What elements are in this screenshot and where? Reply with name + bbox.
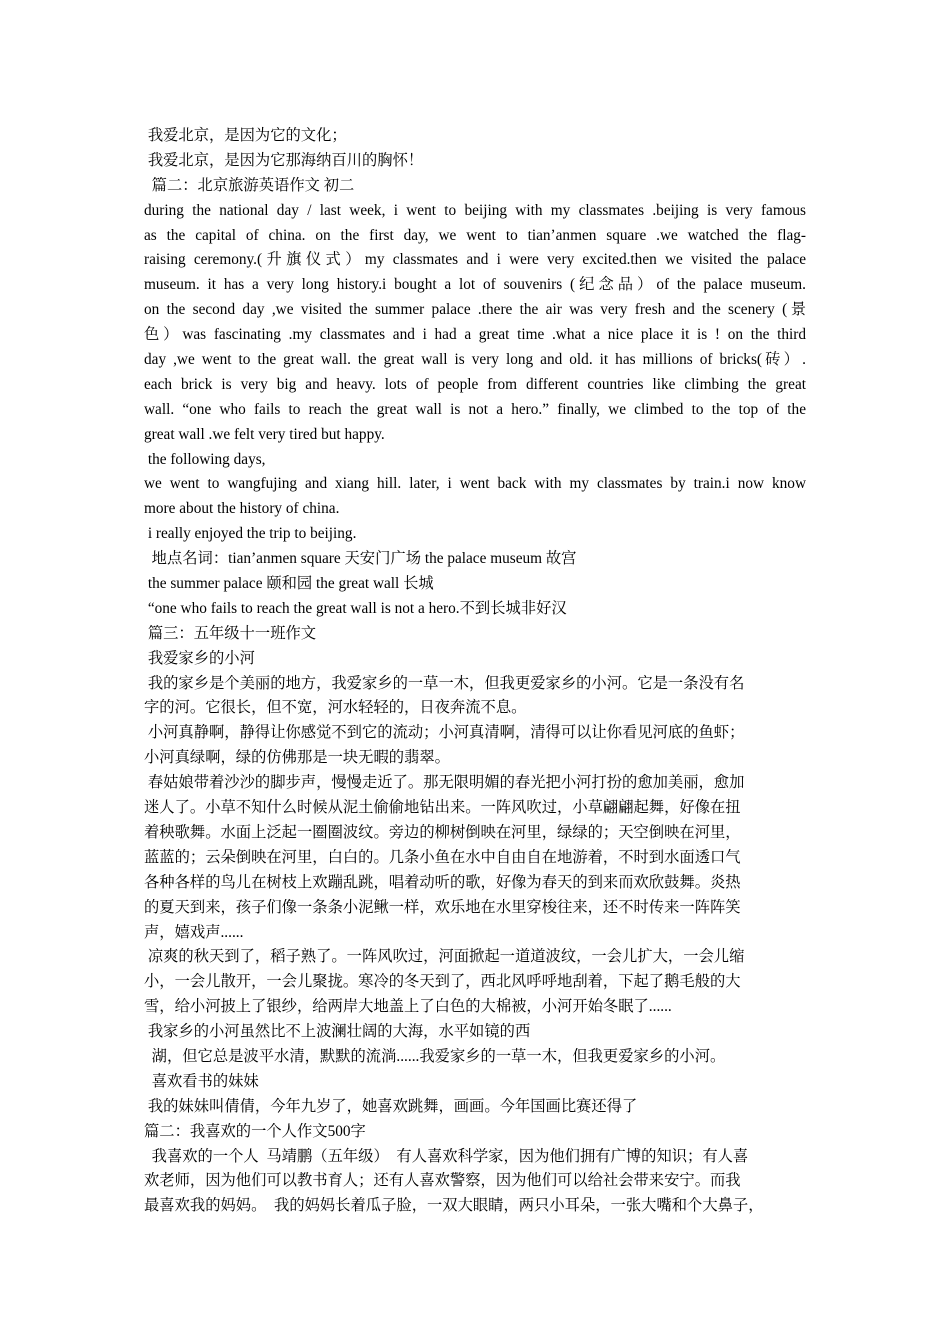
text-line: we went to wangfujing and xiang hill. later, i went back with my classmates by train.i now know — [144, 475, 806, 493]
text-line: 我的妹妹叫倩倩，今年九岁了，她喜欢跳舞，画画。今年国画比赛还得了 — [144, 1097, 638, 1115]
text-line: the summer palace 颐和园 the great wall 长城 — [144, 575, 434, 593]
section-heading: 篇二：北京旅游英语作文 初二 — [144, 176, 355, 194]
text-line: 凉爽的秋天到了，稻子熟了。一阵风吹过，河面掀起一道道波纹，一会儿扩大，一会儿缩 — [144, 948, 745, 966]
text-line: 蓝蓝的；云朵倒映在河里，白白的。几条小鱼在水中自由自在地游着，不时到水面透口气 — [144, 848, 741, 866]
text-line: day ,we went to the great wall. the great wall is very long and old. it has millions of bricks(砖）. — [144, 351, 806, 369]
text-line: more about the history of china. — [144, 500, 340, 518]
text-line: during the national day / last week, i went to beijing with my classmates .beijing is very famous — [144, 201, 806, 219]
text-line: as the capital of china. on the first day, we went to tian’anmen square .we watched the flag- — [144, 226, 806, 244]
section-heading: 篇二：我喜欢的一个人作文500字 — [144, 1122, 366, 1140]
text-line: museum. it has a very long history.i bought a lot of souvenirs (纪念品）of the palace museum. — [144, 276, 806, 294]
text-line: 各种各样的鸟儿在树枝上欢蹦乱跳，唱着动听的歌，好像为春天的到来而欢欣鼓舞。炎热 — [144, 873, 741, 891]
text-line: “one who fails to reach the great wall is not a hero.不到长城非好汉 — [144, 599, 567, 617]
text-line: 湖，但它总是波平水清，默默的流淌......我爱家乡的一草一木，但我更爱家乡的小河。 — [144, 1047, 726, 1065]
text-line: 春姑娘带着沙沙的脚步声，慢慢走近了。那无限明媚的春光把小河打扮的愈加美丽，愈加 — [144, 774, 745, 792]
text-line: 小河真绿啊，绿的仿佛那是一块无暇的翡翠。 — [144, 749, 450, 767]
essay-title: 喜欢看书的妹妹 — [144, 1072, 259, 1090]
text-line: 地点名词：tian’anmen square 天安门广场 the palace museum 故宫 — [144, 550, 577, 568]
text-line: 我爱北京，是因为它的文化； — [144, 127, 347, 144]
text-line: 色）was fascinating .my classmates and i had a great time .what a nice place it is ! on the third — [144, 326, 806, 344]
text-line: 雪，给小河披上了银纱，给两岸大地盖上了白色的大棉被，小河开始冬眠了...... — [144, 998, 672, 1016]
text-line: 我家乡的小河虽然比不上波澜壮阔的大海，水平如镜的西 — [144, 1023, 531, 1041]
text-line: raising ceremony.(升旗仪式）my classmates and i were very excited.then we visited the palace — [144, 251, 806, 269]
text-line: 迷人了。小草不知什么时候从泥土偷偷地钻出来。一阵风吹过，小草翩翩起舞，好像在扭 — [144, 799, 741, 817]
text-line: on the second day ,we visited the summer palace .there the air was very fresh and the scenery (景 — [144, 301, 806, 319]
text-line: 小河真静啊，静得让你感觉不到它的流动；小河真清啊，清得可以让你看见河底的鱼虾； — [144, 724, 745, 742]
text-line: 我爱北京，是因为它那海纳百川的胸怀！ — [144, 151, 424, 169]
text-line: wall. “one who fails to reach the great wall is not a hero.” finally, we climbed to the top of the — [144, 400, 806, 418]
text-line: each brick is very big and heavy. lots of people from different countries like climbing the great — [144, 375, 806, 393]
text-line: i really enjoyed the trip to beijing. — [144, 525, 357, 543]
text-line: 我喜欢的一个人 马靖鹏（五年级） 有人喜欢科学家，因为他们拥有广博的知识；有人喜 — [144, 1147, 749, 1165]
essay-title: 我爱家乡的小河 — [144, 649, 255, 667]
text-line: 我的家乡是个美丽的地方，我爱家乡的一草一木，但我更爱家乡的小河。它是一条没有名 — [144, 674, 745, 692]
document-body — [144, 124, 806, 1219]
text-line: great wall .we felt very tired but happy. — [144, 425, 385, 443]
text-line: 字的河。它很长，但不宽，河水轻轻的，日夜奔流不息。 — [144, 699, 527, 717]
text-line: the following days, — [144, 450, 266, 468]
text-line: 最喜欢我的妈妈。 我的妈妈长着瓜子脸，一双大眼睛，两只小耳朵，一张大嘴和个大鼻子， — [144, 1197, 764, 1215]
text-line: 欢老师，因为他们可以教书育人；还有人喜欢警察，因为他们可以给社会带来安宁。而我 — [144, 1172, 741, 1190]
section-heading: 篇三：五年级十一班作文 — [144, 624, 317, 642]
text-line: 的夏天到来，孩子们像一条条小泥鳅一样，欢乐地在水里穿梭往来，还不时传来一阵阵笑 — [144, 898, 741, 916]
text-line: 声，嬉戏声...... — [144, 923, 244, 941]
text-line: 小，一会儿散开，一会儿聚拢。寒冷的冬天到了，西北风呼呼地刮着，下起了鹅毛般的大 — [144, 973, 741, 991]
text-line: 着秧歌舞。水面上泛起一圈圈波纹。旁边的柳树倒映在河里，绿绿的；天空倒映在河里， — [144, 823, 741, 841]
